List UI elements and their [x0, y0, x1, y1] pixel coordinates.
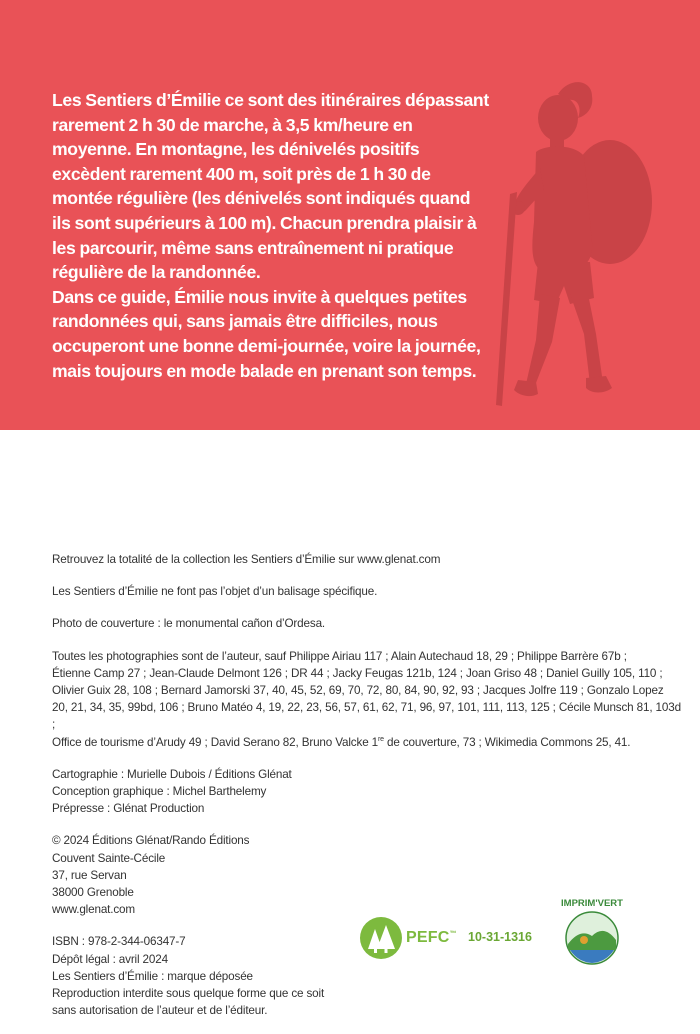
- balisage-note: Les Sentiers d’Émilie ne font pas l’objet d’un balisage spécifique.: [52, 585, 378, 599]
- legal-line: Reproduction interdite sous quelque forme que ce soit: [52, 987, 325, 1001]
- credits-line: 20, 21, 34, 35, 99bd, 106 ; Bruno Matéo 4, 19, 22, 23, 56, 57, 61, 62, 71, 96, 97, 101, 111, 113, 125 ; Cécile Munsch 81, 103d ;: [52, 701, 681, 732]
- intro-line: montée régulière (les dénivelés sont indiqués quand: [52, 188, 471, 209]
- intro-line: en moyenne. En montagne, les dénivelés positifs: [52, 114, 420, 160]
- legal-line: Les Sentiers d’Émilie : marque déposée: [52, 969, 253, 983]
- credits-text: Office de tourisme d’Arudy 49 ; David Serano 82, Bruno Valcke 1: [52, 735, 378, 749]
- intro-line: Les Sentiers d’Émilie ce sont des itinéraires: [52, 90, 401, 110]
- photo-credits: [52, 648, 682, 751]
- credits-line: Étienne Camp 27 ; Jean-Claude Delmont 126 ; DR 44 ; Jacky Feugas 121b, 124 ; Joan Griso 48 ; Daniel Guilly 105, 110 ;: [52, 666, 663, 680]
- intro-paragraph-2: [52, 285, 492, 383]
- credits-line: Olivier Guix 28, 108 ; Bernard Jamorski 37, 40, 45, 52, 69, 70, 72, 80, 84, 90, 92, 93 ; Jacques Jolfre 119 ; Gonzalo Lopez: [52, 684, 664, 698]
- intro-text: [52, 88, 492, 383]
- publisher-line: 38000 Grenoble: [52, 886, 134, 900]
- intro-paragraph-1: [52, 88, 492, 285]
- pefc-number: 10-31-1316: [468, 930, 532, 944]
- intro-line: randonnées qui, sans jamais être difficiles, nous: [52, 311, 438, 332]
- production-line: Prépresse : Glénat Production: [52, 802, 205, 816]
- pefc-label: [406, 929, 457, 947]
- cover-photo-note: Photo de couverture : le monumental cañon d’Ordesa.: [52, 617, 326, 631]
- production-credits: [52, 766, 682, 818]
- legal-line: Dépôt légal : avril 2024: [52, 952, 168, 966]
- intro-line: Dans ce guide, Émilie nous invite à quelques petites: [52, 286, 467, 307]
- pefc-trees-icon: [358, 915, 404, 961]
- intro-line: ils sont supérieurs à 100 m). Chacun prendra plaisir: [52, 212, 463, 233]
- pefc-word: PEFC: [406, 929, 450, 946]
- publisher-line: www.glenat.com: [52, 903, 135, 917]
- intro-line: dépassant rarement 2 h 30 de marche, à 3,5 km/heure: [52, 90, 489, 135]
- intro-line: occuperont une bonne demi-journée, voire la journée,: [52, 335, 481, 356]
- legal-line: sans autorisation de l’auteur et de l’éditeur.: [52, 1004, 268, 1018]
- legal-line: ISBN : 978-2-344-06347-7: [52, 935, 186, 949]
- publisher-line: © 2024 Éditions Glénat/Rando Éditions: [52, 834, 250, 848]
- production-line: Cartographie : Murielle Dubois / Éditions Glénat: [52, 767, 292, 781]
- publisher-line: 37, rue Servan: [52, 868, 127, 882]
- hiker-silhouette-icon: [470, 72, 670, 417]
- imprim-vert-logo: [557, 898, 627, 968]
- credits-line: Toutes les photographies sont de l’auteur, sauf Philippe Airiau 117 ; Alain Autechaud 18, 29 ; Philippe Barrère 67b ;: [52, 649, 627, 663]
- production-line: Conception graphique : Michel Barthelemy: [52, 785, 267, 799]
- pefc-logo: [358, 913, 558, 963]
- intro-line: à les parcourir, même sans entraînement ni pratique: [52, 212, 477, 258]
- intro-line: régulière de la randonnée.: [52, 262, 261, 283]
- ordinal-sup: re: [378, 735, 384, 743]
- imprim-vert-label: IMPRIM'VERT: [561, 898, 623, 909]
- collection-note: Retrouvez la totalité de la collection les Sentiers d’Émilie sur www.glenat.com: [52, 553, 441, 566]
- publisher-line: Couvent Sainte-Cécile: [52, 851, 166, 865]
- credits-text: de couverture, 73 ; Wikimedia Commons 25, 41.: [383, 735, 631, 749]
- pefc-tm: ™: [449, 930, 457, 938]
- header-banner: [0, 0, 700, 430]
- intro-line: excèdent rarement 400 m, soit près de 1 h 30 de: [52, 163, 431, 184]
- intro-line: mais toujours en mode balade en prenant son temps.: [52, 360, 477, 381]
- imprim-vert-landscape-icon: [562, 910, 622, 966]
- credits-line: [52, 734, 682, 751]
